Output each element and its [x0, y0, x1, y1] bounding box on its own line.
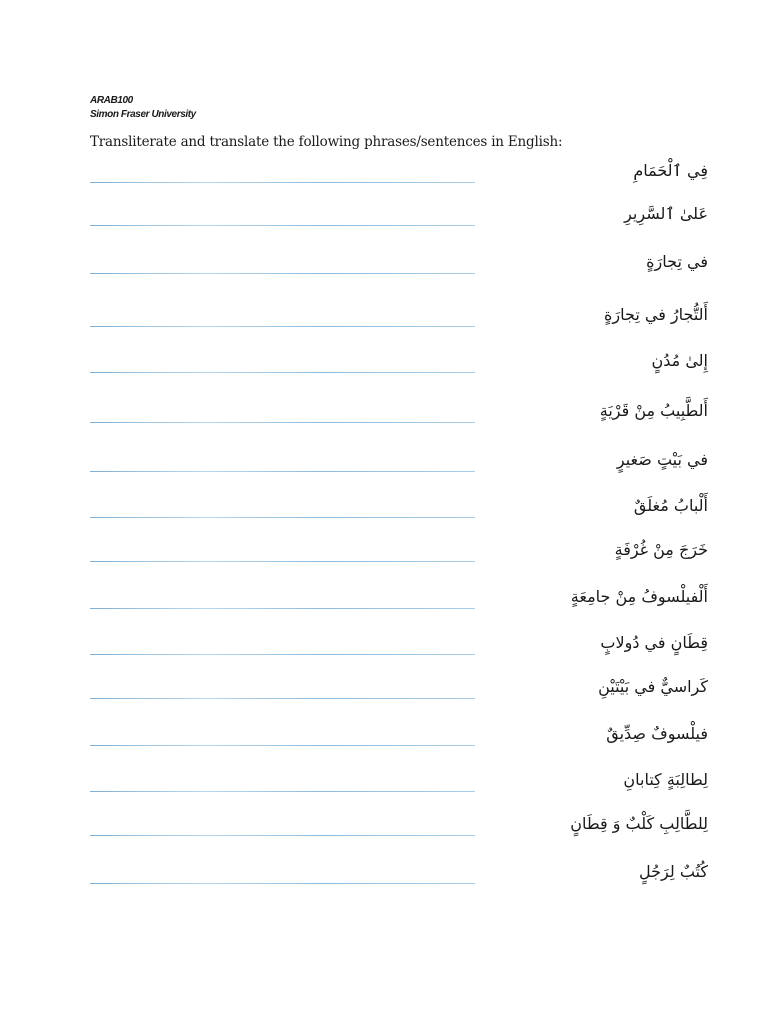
answer-line[interactable]: [90, 326, 475, 327]
arabic-phrase: قِطَانٍ في دُولابٍ: [600, 633, 708, 652]
answer-line[interactable]: [90, 883, 475, 884]
answer-line[interactable]: [90, 182, 475, 183]
exercise-row: [0, 854, 768, 884]
course-header: [90, 94, 196, 122]
arabic-phrase: أَلطَّبِيبُ مِنْ قَرْيَةٍ: [599, 401, 708, 420]
exercise-row: [0, 488, 768, 518]
answer-line[interactable]: [90, 561, 475, 562]
answer-line[interactable]: [90, 698, 475, 699]
instructions: Transliterate and translate the following phrases/sentences in English:: [90, 134, 563, 150]
university-name: Simon Fraser University: [90, 109, 196, 120]
arabic-phrase: كُتُبٌ لِرَجُلٍ: [639, 862, 708, 881]
answer-line[interactable]: [90, 608, 475, 609]
exercise-row: [0, 442, 768, 472]
exercise-row: [0, 579, 768, 609]
arabic-phrase: فِي ٱلْحَمَامِ: [633, 161, 708, 180]
arabic-phrase: فيلْسوفٌ صِدِّيقٌ: [606, 724, 708, 743]
answer-line[interactable]: [90, 471, 475, 472]
arabic-phrase: لِلطَّالِبِ كَلْبٌ وَ قِطَانٍ: [570, 814, 708, 833]
arabic-phrase: في بَيْتٍ صَغيرٍ: [616, 450, 708, 469]
arabic-phrase: لِطالِبَةٍ كِتابانِ: [623, 770, 708, 789]
answer-line[interactable]: [90, 422, 475, 423]
answer-line[interactable]: [90, 273, 475, 274]
answer-line[interactable]: [90, 654, 475, 655]
course-code: ARAB100: [90, 95, 133, 106]
exercise-row: [0, 393, 768, 423]
exercise-row: [0, 669, 768, 699]
arabic-phrase: أَلْفيلْسوفُ مِنْ جامِعَةٍ: [570, 587, 708, 606]
arabic-phrase: عَلىٰ ٱلسَّرِيرِ: [624, 204, 708, 223]
answer-line[interactable]: [90, 225, 475, 226]
arabic-phrase: كَراسيٌّ في بَيْتَيْنِ: [598, 677, 708, 696]
arabic-phrase: أَلتُّجارُ في تِجارَةٍ: [604, 305, 708, 324]
arabic-phrase: أَلْبابُ مُغلَقٌ: [633, 496, 708, 515]
exercise-row: [0, 297, 768, 327]
answer-line[interactable]: [90, 745, 475, 746]
exercise-row: [0, 244, 768, 274]
answer-line[interactable]: [90, 791, 475, 792]
answer-line[interactable]: [90, 372, 475, 373]
answer-line[interactable]: [90, 835, 475, 836]
exercise-row: [0, 762, 768, 792]
arabic-phrase: خَرَجَ مِنْ غُرْفَةٍ: [614, 540, 708, 559]
arabic-phrase: إِلىٰ مُدُنٍ: [651, 351, 708, 370]
answer-line[interactable]: [90, 517, 475, 518]
exercise-row: [0, 196, 768, 226]
exercise-row: [0, 716, 768, 746]
exercise-row: [0, 625, 768, 655]
exercise-row: [0, 806, 768, 836]
exercise-row: [0, 343, 768, 373]
exercise-row: [0, 153, 768, 183]
arabic-phrase: في تِجارَةٍ: [646, 252, 708, 271]
exercise-row: [0, 532, 768, 562]
